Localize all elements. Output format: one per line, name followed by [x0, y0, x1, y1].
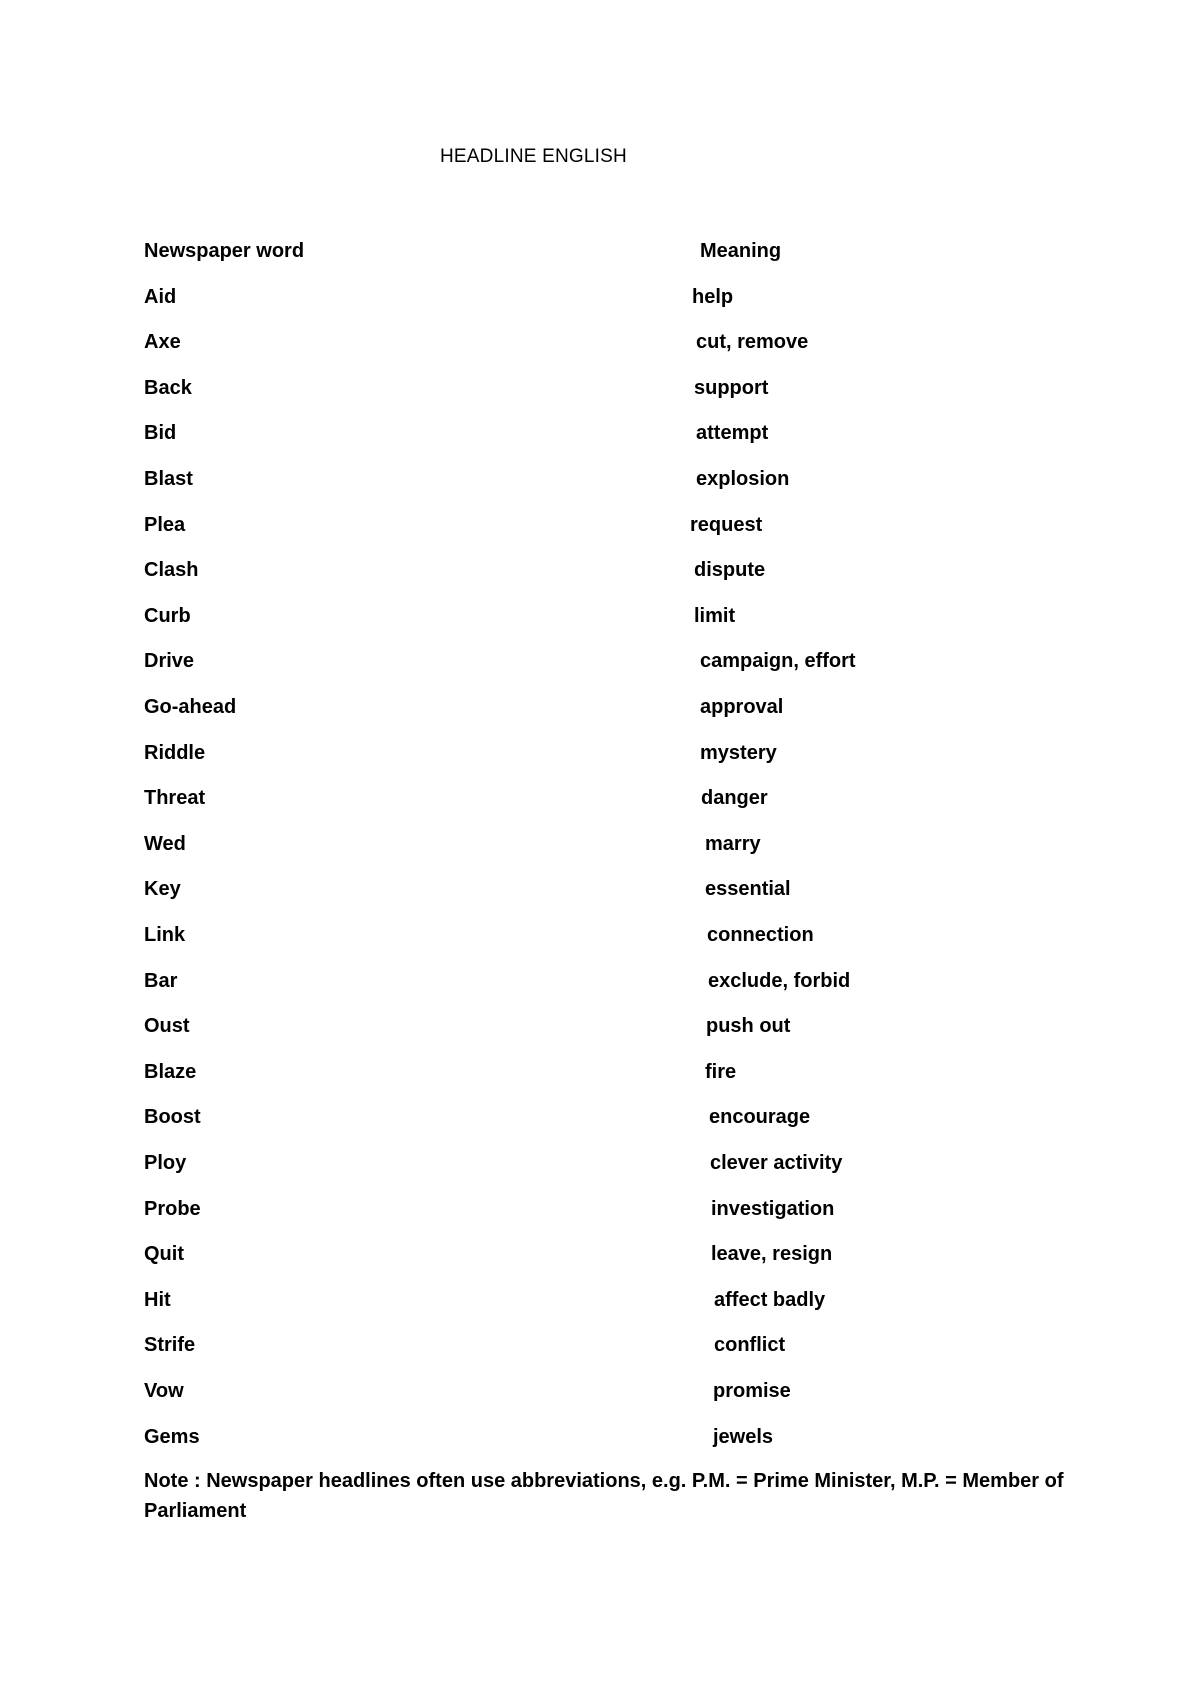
page-title: HEADLINE ENGLISH — [440, 146, 627, 167]
entry-word: Probe — [144, 1198, 201, 1220]
list-item — [0, 874, 1200, 904]
list-item — [0, 738, 1200, 768]
list-item — [0, 555, 1200, 585]
entry-word: Riddle — [144, 742, 206, 764]
entry-word: Ploy — [144, 1152, 187, 1174]
note-text: Note : Newspaper headlines often use abbreviations, e.g. P.M. = Prime Minister, M.P. = Member of Parliament — [144, 1470, 1064, 1522]
list-item — [0, 1285, 1200, 1315]
list-item — [0, 282, 1200, 312]
entry-word: Oust — [144, 1015, 190, 1037]
entry-word: Hit — [144, 1289, 171, 1311]
list-item — [0, 1330, 1200, 1360]
list-item — [0, 646, 1200, 676]
entry-meaning: campaign, effort — [700, 650, 856, 672]
list-item — [0, 920, 1200, 950]
entry-meaning: attempt — [696, 422, 769, 444]
entry-word: Strife — [144, 1334, 196, 1356]
list-item — [0, 1422, 1200, 1452]
entry-word: Key — [144, 878, 181, 900]
entry-word: Go-ahead — [144, 696, 237, 718]
entry-meaning: jewels — [713, 1426, 774, 1448]
entry-word: Boost — [144, 1106, 201, 1128]
entry-word: Bar — [144, 970, 178, 992]
entry-meaning: cut, remove — [696, 331, 809, 353]
entry-meaning: encourage — [709, 1106, 811, 1128]
entry-meaning: limit — [694, 605, 736, 627]
entry-word: Axe — [144, 331, 181, 353]
list-item — [0, 1239, 1200, 1269]
entry-meaning: exclude, forbid — [708, 970, 851, 992]
list-item — [0, 464, 1200, 494]
list-item — [0, 418, 1200, 448]
list-item — [0, 783, 1200, 813]
entry-meaning: approval — [700, 696, 784, 718]
entry-meaning: affect badly — [714, 1289, 826, 1311]
entry-meaning: connection — [707, 924, 814, 946]
entry-meaning: marry — [705, 833, 761, 855]
column-header-word: Newspaper word — [144, 240, 305, 262]
entry-meaning: request — [690, 514, 763, 536]
list-item — [0, 1148, 1200, 1178]
entry-meaning: investigation — [711, 1198, 835, 1220]
entry-word: Vow — [144, 1380, 184, 1402]
list-item — [0, 601, 1200, 631]
entry-word: Drive — [144, 650, 195, 672]
entry-word: Plea — [144, 514, 186, 536]
entry-meaning: promise — [713, 1380, 791, 1402]
list-item — [0, 829, 1200, 859]
entry-meaning: leave, resign — [711, 1243, 833, 1265]
entry-meaning: danger — [701, 787, 768, 809]
entry-word: Aid — [144, 286, 177, 308]
column-header-row — [0, 236, 1200, 266]
entry-meaning: explosion — [696, 468, 790, 490]
entry-word: Gems — [144, 1426, 200, 1448]
list-item — [0, 1057, 1200, 1087]
list-item — [0, 1102, 1200, 1132]
entry-word: Quit — [144, 1243, 184, 1265]
entry-word: Threat — [144, 787, 206, 809]
entry-meaning: clever activity — [710, 1152, 843, 1174]
entry-meaning: dispute — [694, 559, 766, 581]
entry-word: Bid — [144, 422, 177, 444]
entry-meaning: conflict — [714, 1334, 786, 1356]
column-header-meaning: Meaning — [700, 240, 782, 262]
entry-word: Link — [144, 924, 186, 946]
entry-meaning: support — [694, 377, 769, 399]
list-item — [0, 373, 1200, 403]
entry-meaning: push out — [706, 1015, 791, 1037]
list-item — [0, 1376, 1200, 1406]
entry-word: Blast — [144, 468, 193, 490]
entry-meaning: mystery — [700, 742, 777, 764]
entry-word: Wed — [144, 833, 186, 855]
list-item — [0, 1194, 1200, 1224]
list-item — [0, 510, 1200, 540]
entry-word: Blaze — [144, 1061, 197, 1083]
entry-meaning: fire — [705, 1061, 737, 1083]
entry-word: Back — [144, 377, 192, 399]
list-item — [0, 1011, 1200, 1041]
list-item — [0, 327, 1200, 357]
entry-word: Clash — [144, 559, 199, 581]
entry-word: Curb — [144, 605, 191, 627]
list-item — [0, 692, 1200, 722]
entry-meaning: essential — [705, 878, 791, 900]
list-item — [0, 966, 1200, 996]
entry-meaning: help — [692, 286, 734, 308]
